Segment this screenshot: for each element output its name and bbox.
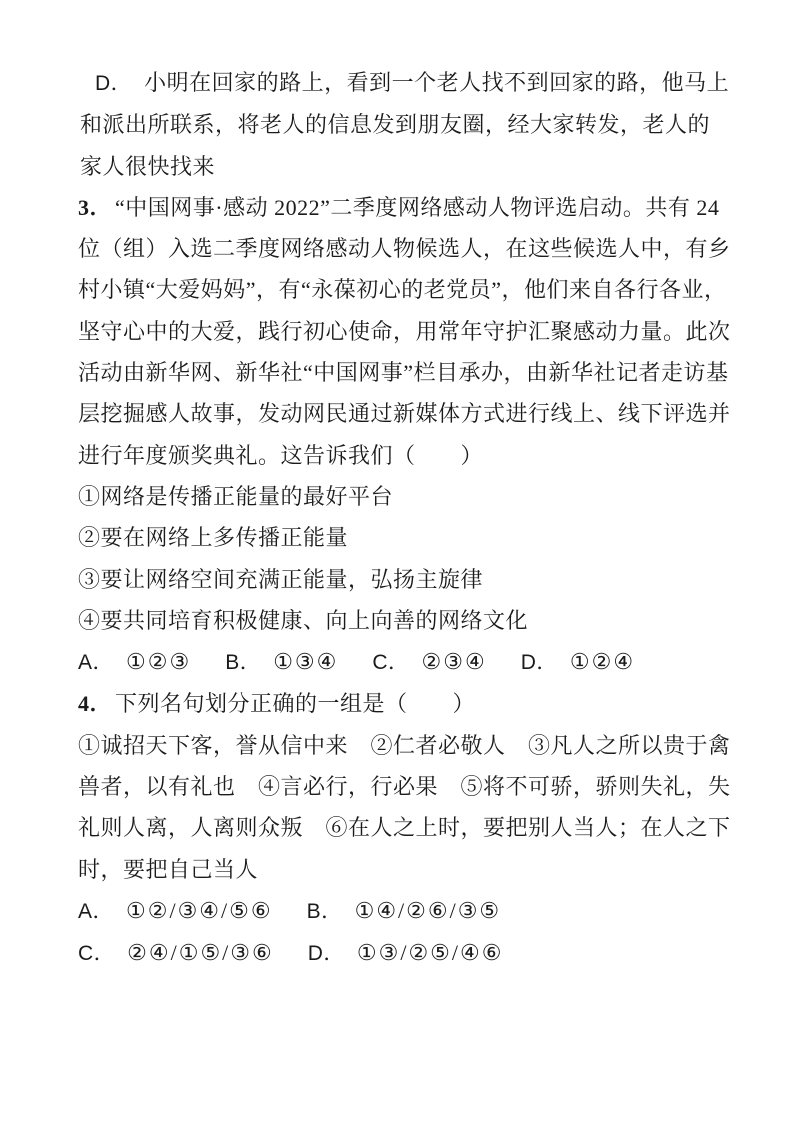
option-label: A． [78,651,115,675]
question-3-options-row [0,641,793,683]
question-3-statement-3 [0,559,793,600]
option-value: ①③④ [273,649,339,675]
question-3-stem-text-7: 进行年度颁奖典礼。这告诉我们（ ） [78,442,484,468]
statement-text: 时，要把自己当人 [78,856,259,882]
question-4-options-row-2 [0,932,793,974]
question-3-number: 3． [78,194,113,220]
question-4-statement-line-3 [0,807,793,848]
question-4-stem-text: 下列名句划分正确的一组是（ ） [115,691,476,717]
option-group-c [372,649,486,674]
statement-text: ④要共同培育积极健康、向上向善的网络文化 [78,607,529,633]
question-3-stem-text-5: 活动由新华网、新华社“中国网事”栏目承办，由新华社记者走访基 [78,360,729,386]
question-4-stem-line [0,683,793,724]
option-d-label: D． [95,72,133,95]
option-label: B． [225,651,262,675]
option-value: ①②/③④/⑤⑥ [126,897,273,923]
option-label: B． [306,899,343,923]
question-3-stem-line-3 [0,269,793,310]
option-d-text-1: 小明在回家的路上，看到一个老人找不到回家的路，他马上 [144,70,730,95]
option-group-a [78,649,191,674]
question-3-statement-1 [0,476,793,517]
option-d-text-2: 和派出所联系，将老人的信息发到朋友圈，经大家转发，老人的 [80,112,711,138]
option-group-c [78,940,274,965]
question-3-stem-line-2 [0,228,793,269]
option-label: D． [307,942,345,966]
question-3-stem-line-6 [0,393,793,434]
question-4-statement-line-4 [0,849,793,890]
option-value: ①③/②⑤/④⑥ [356,940,504,966]
option-value: ①②③ [126,649,192,675]
option-group-d [521,649,635,674]
option-value: ①④/②⑥/③⑤ [354,897,502,923]
statement-text: ①网络是传播正能量的最好平台 [78,483,394,509]
statement-text: 礼则人离，人离则众叛 ⑥在人之上时，要把别人当人；在人之下 [78,815,731,841]
option-group-d [308,940,504,965]
statement-text: ③要让网络空间充满正能量，弘扬主旋律 [78,566,484,592]
question-3-stem-text-3: 村小镇“大爱妈妈”，有“永葆初心的老党员”，他们来自各行各业， [78,277,727,303]
option-label: A． [78,899,115,923]
option-label: D． [520,651,558,675]
statement-text: ①诚招天下客，誉从信中来 ②仁者必敬人 ③凡人之所以贵于禽 [78,732,731,758]
option-d-text-3: 家人很快找来 [80,153,216,179]
question-3-stem-line-5 [0,352,793,393]
question-4-statement-line-1 [0,725,793,766]
option-group-b [225,649,338,674]
question-3-stem-line-1 [0,187,793,228]
option-group-b [307,898,502,923]
statement-text: 兽者，以有礼也 ④言必行，行必果 ⑤将不可骄，骄则失礼，失 [78,774,731,800]
question-4-options-row-1 [0,890,793,932]
question-4-statement-line-2 [0,766,793,807]
question-3-stem-text-1: “中国网事·感动 2022”二季度网络感动人物评选启动。共有 24 [115,194,720,220]
option-d-line-1 [0,62,793,104]
option-value: ②④/①⑤/③⑥ [127,940,274,966]
statement-text: ②要在网络上多传播正能量 [78,525,349,551]
exam-text-block [0,62,793,975]
question-4-number: 4． [78,691,113,717]
option-d-line-3 [0,146,793,187]
option-group-a [78,898,273,923]
question-3-stem-text-4: 坚守心中的大爱，践行初心使命，用常年守护汇聚感动力量。此次 [78,318,731,344]
question-3-stem-line-7 [0,435,793,476]
option-label: C． [78,942,116,966]
question-3-stem-line-4 [0,311,793,352]
question-3-stem-text-2: 位（组）入选二季度网络感动人物候选人，在这些候选人中，有乡 [78,236,731,262]
question-3-statement-2 [0,517,793,558]
option-value: ①②④ [569,649,636,675]
option-label: C． [372,651,410,675]
option-value: ②③④ [421,649,487,675]
option-d-line-2 [0,104,793,145]
question-3-statement-4 [0,600,793,641]
question-3-stem-text-6: 层挖掘感人故事，发动网民通过新媒体方式进行线上、线下评选并 [78,401,731,427]
